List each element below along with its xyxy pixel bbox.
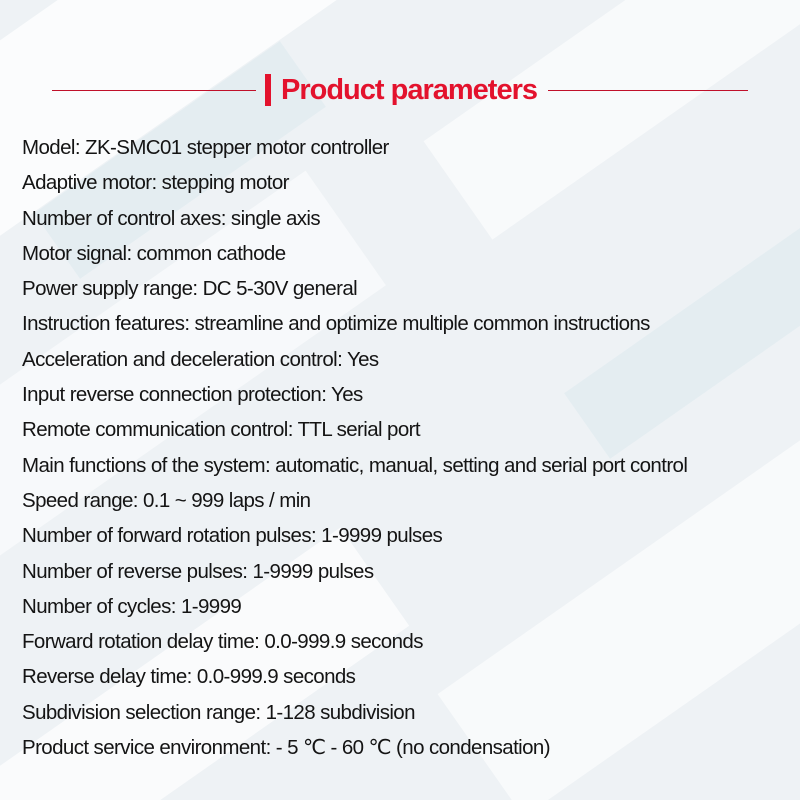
param-forward-delay: Forward rotation delay time: 0.0-999.9 seconds	[22, 630, 423, 654]
param-reverse-delay: Reverse delay time: 0.0-999.9 seconds	[22, 665, 356, 689]
param-power-supply: Power supply range: DC 5-30V general	[22, 277, 358, 301]
param-cycles: Number of cycles: 1-9999	[22, 594, 242, 618]
param-acceleration-control: Acceleration and deceleration control: Yes	[22, 347, 379, 371]
section-header	[0, 68, 800, 112]
param-motor-signal: Motor signal: common cathode	[22, 241, 286, 265]
param-service-environment: Product service environment: - 5 ℃ - 60 ℃ (no condensation)	[22, 736, 550, 760]
param-control-axes: Number of control axes: single axis	[22, 206, 321, 230]
param-remote-communication: Remote communication control: TTL serial port	[22, 418, 420, 442]
param-subdivision-range: Subdivision selection range: 1-128 subdivision	[22, 700, 415, 724]
param-speed-range: Speed range: 0.1 ~ 999 laps / min	[22, 488, 311, 512]
param-main-functions: Main functions of the system: automatic, manual, setting and serial port control	[22, 453, 688, 477]
page-title: Product parameters	[281, 74, 537, 106]
header-accent-bar	[265, 74, 271, 106]
param-forward-pulses: Number of forward rotation pulses: 1-9999 pulses	[22, 524, 443, 548]
param-instruction-features: Instruction features: streamline and optimize multiple common instructions	[22, 312, 650, 336]
param-model: Model: ZK-SMC01 stepper motor controller	[22, 136, 389, 159]
param-adaptive-motor: Adaptive motor: stepping motor	[22, 171, 289, 195]
param-reverse-pulses: Number of reverse pulses: 1-9999 pulses	[22, 559, 374, 583]
header-divider-left	[52, 90, 256, 91]
parameter-list	[22, 130, 792, 765]
param-reverse-protection: Input reverse connection protection: Yes	[22, 383, 363, 407]
header-divider-right	[548, 90, 748, 91]
